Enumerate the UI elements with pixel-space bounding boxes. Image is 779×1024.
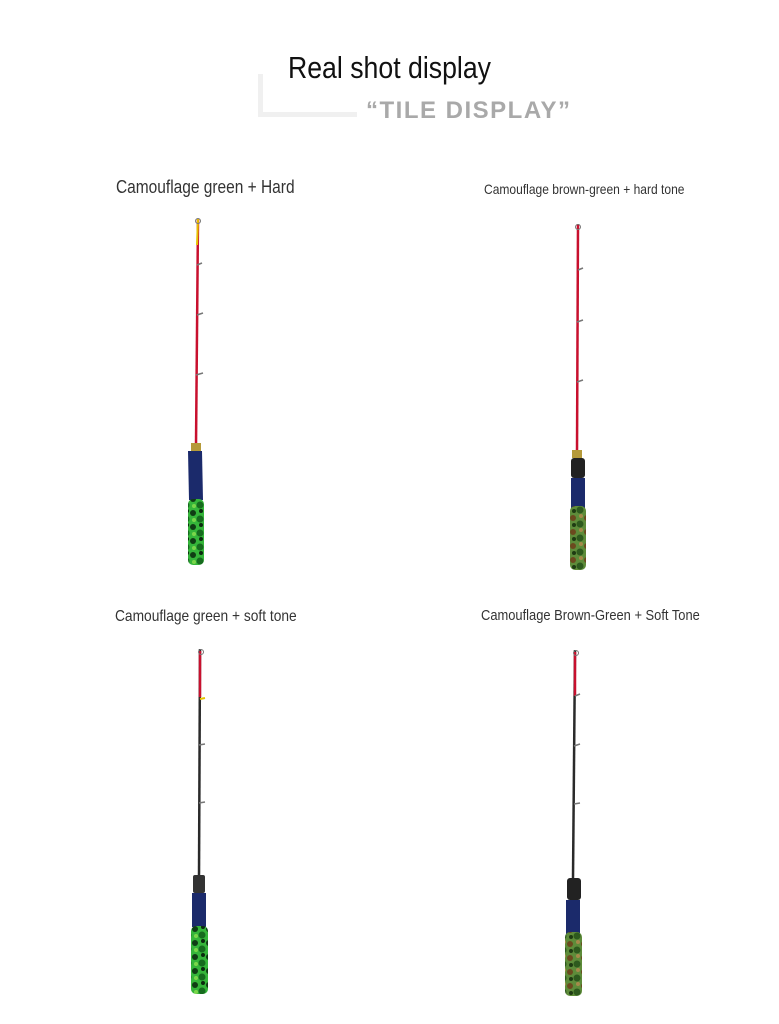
product-label-2: Camouflage brown-green + hard tone — [484, 181, 685, 197]
decorative-bracket — [258, 74, 357, 117]
fishing-rod-image-3[interactable] — [178, 645, 222, 997]
fishing-rod-image-1[interactable] — [176, 215, 220, 570]
product-label-1: Camouflage green + Hard — [116, 177, 295, 197]
fishing-rod-image-4[interactable] — [553, 646, 597, 998]
product-label-4: Camouflage Brown-Green + Soft Tone — [481, 607, 700, 624]
page-title: Real shot display — [287, 50, 492, 85]
page-subtitle: “TILE DISPLAY” — [366, 97, 572, 124]
product-label-3: Camouflage green + soft tone — [115, 608, 297, 625]
section-header — [0, 0, 779, 140]
fishing-rod-image-2[interactable] — [556, 220, 600, 572]
